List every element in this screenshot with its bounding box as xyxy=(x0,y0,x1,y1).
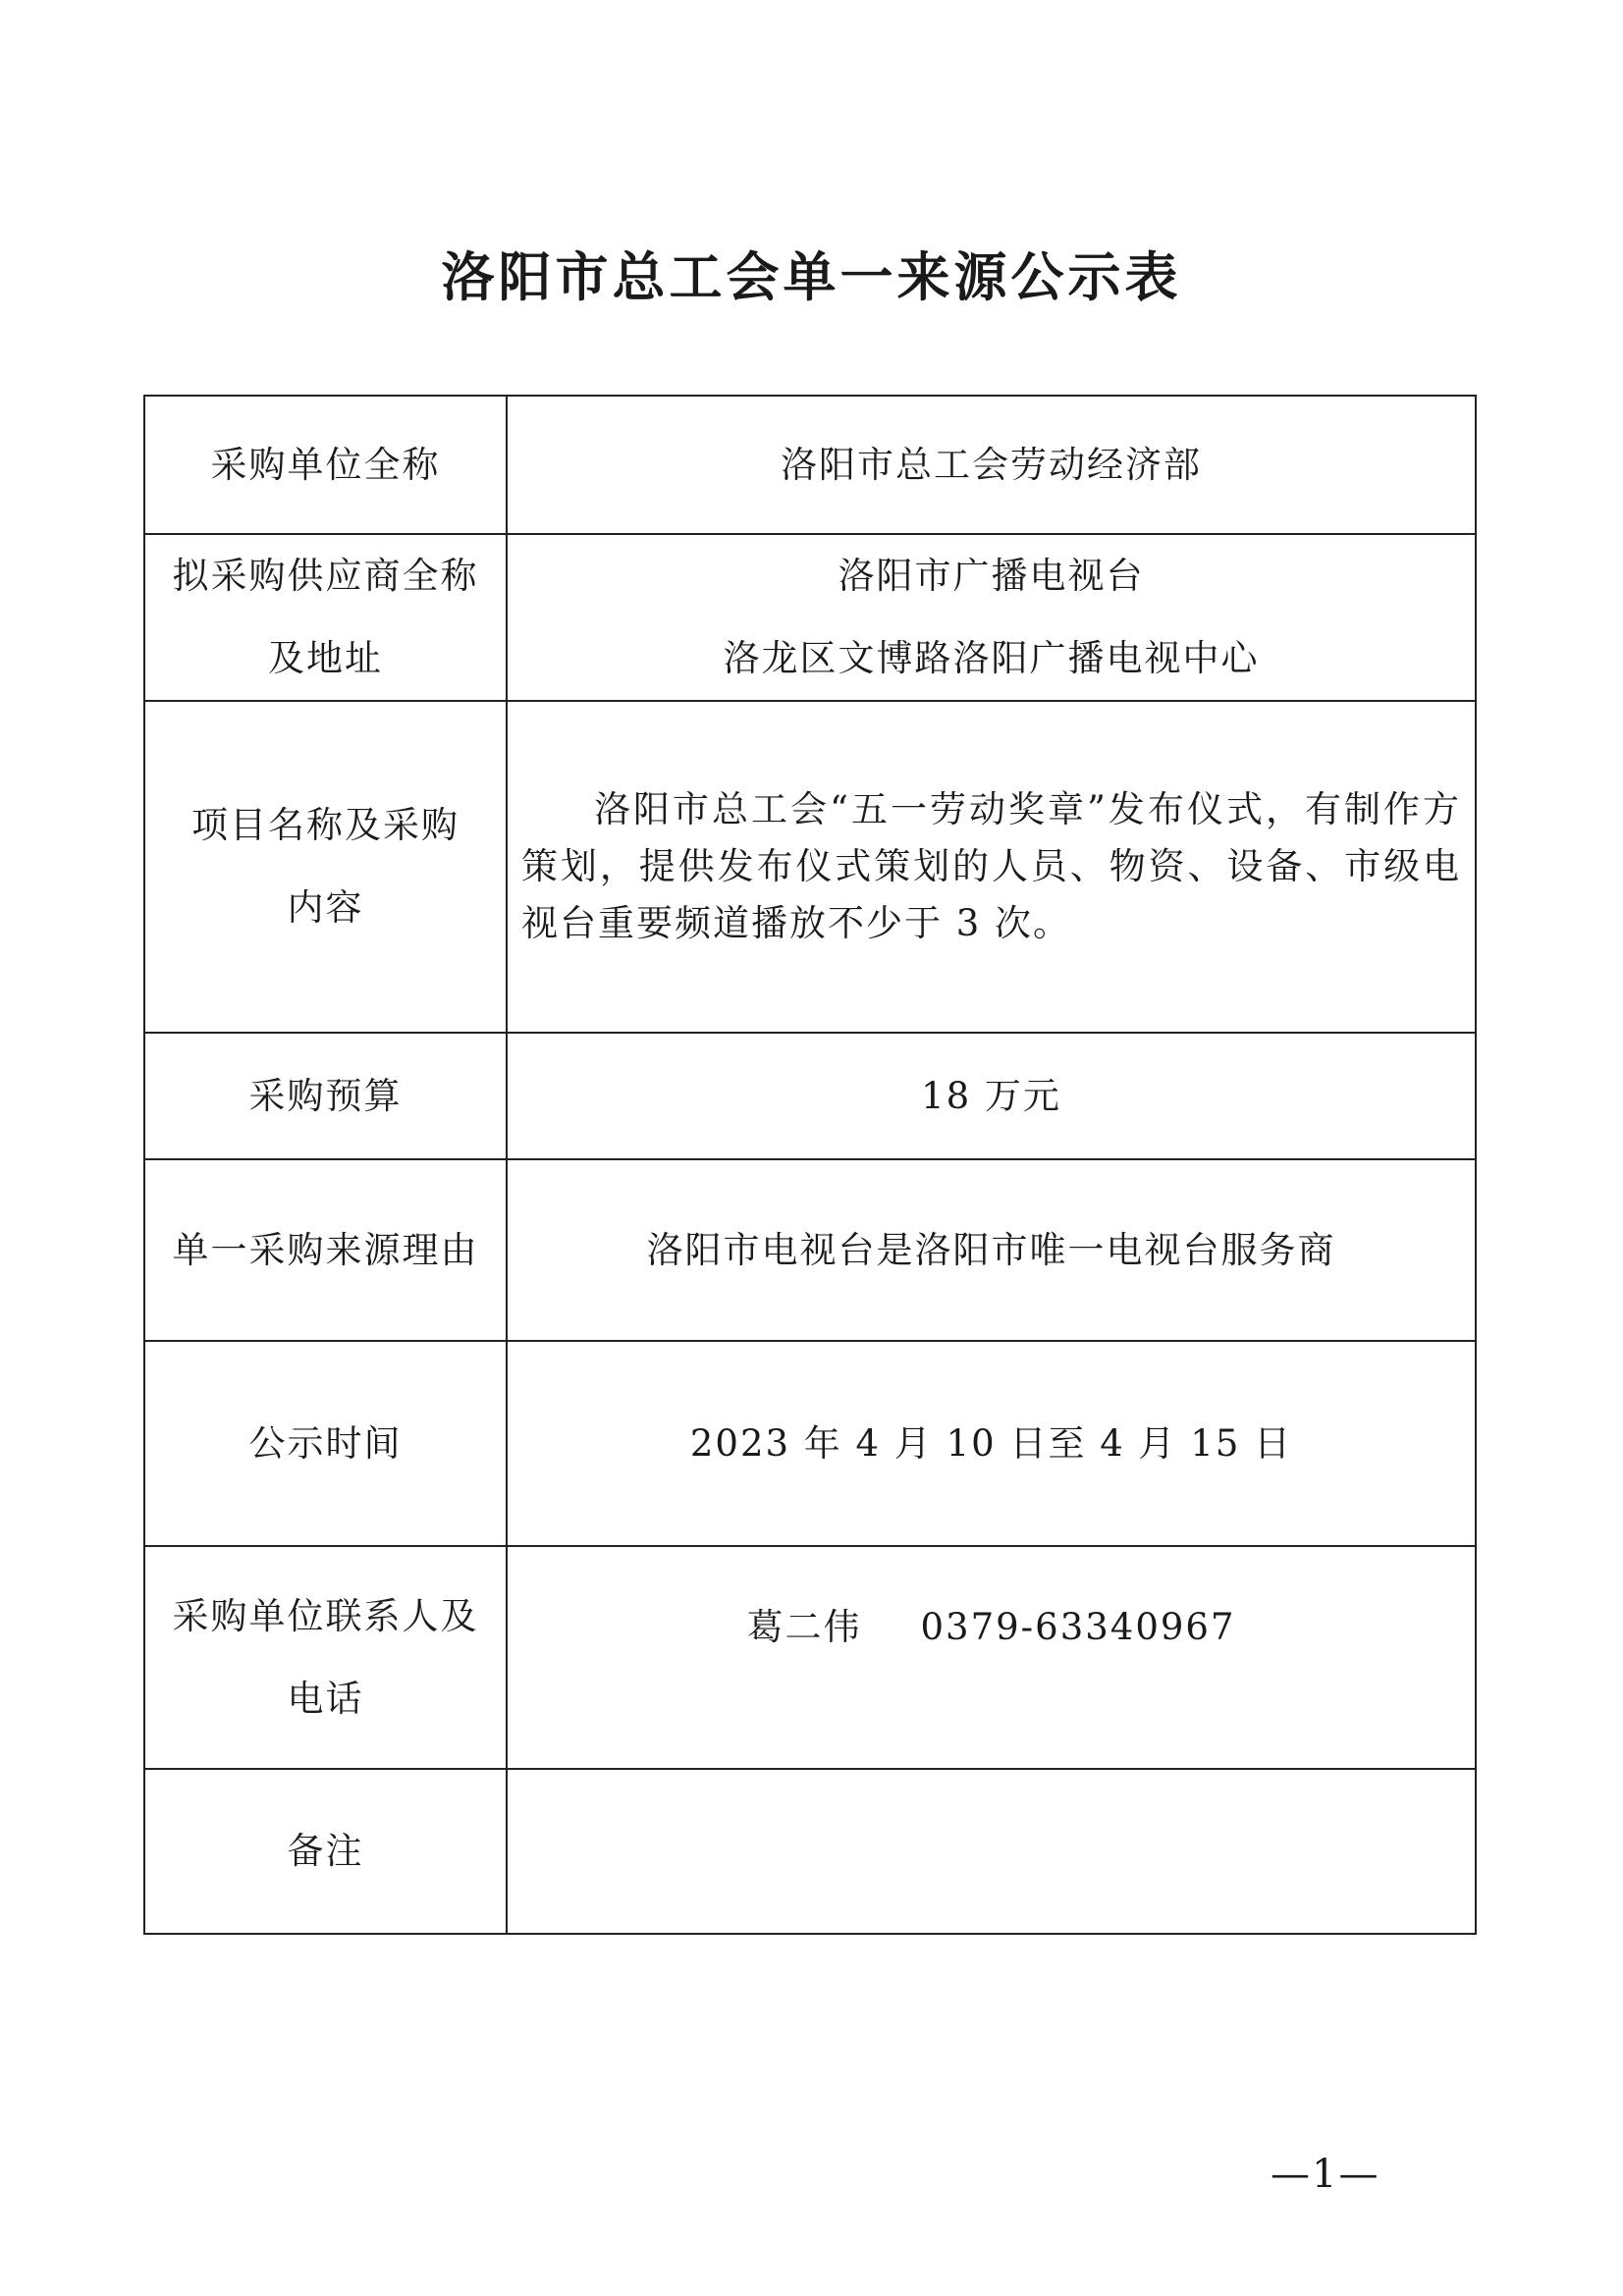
project-label-line2: 内容 xyxy=(287,886,364,929)
table-row-purchaser xyxy=(144,396,1476,534)
budget-value: 18 万元 xyxy=(507,1033,1476,1159)
supplier-label-line1: 拟采购供应商全称 xyxy=(172,555,479,597)
supplier-label-line2: 及地址 xyxy=(268,637,383,679)
supplier-value xyxy=(507,534,1476,701)
table-row-budget xyxy=(144,1033,1476,1159)
contact-value xyxy=(507,1546,1476,1769)
contact-label-line2: 电话 xyxy=(287,1677,364,1720)
purchaser-value: 洛阳市总工会劳动经济部 xyxy=(507,396,1476,534)
supplier-name: 洛阳市广播电视台 xyxy=(838,555,1145,597)
table-row-reason xyxy=(144,1159,1476,1341)
reason-label: 单一采购来源理由 xyxy=(144,1159,507,1341)
contact-phone: 0379-63340967 xyxy=(920,1606,1236,1648)
table-row-supplier xyxy=(144,534,1476,701)
reason-value: 洛阳市电视台是洛阳市唯一电视台服务商 xyxy=(507,1159,1476,1341)
table-row-period xyxy=(144,1341,1476,1546)
notice-table xyxy=(143,395,1477,1935)
project-value: 洛阳市总工会“五一劳动奖章”发布仪式，有制作方策划，提供发布仪式策划的人员、物资、设备、市级电视台重要频道播放不少于 3 次。 xyxy=(507,701,1476,1033)
page-number: —1— xyxy=(1271,2152,1380,2197)
period-label: 公示时间 xyxy=(144,1341,507,1546)
contact-label-line1: 采购单位联系人及 xyxy=(172,1594,479,1637)
project-label xyxy=(144,701,507,1033)
project-label-line1: 项目名称及采购 xyxy=(191,804,460,846)
table-row-project xyxy=(144,701,1476,1033)
contact-label xyxy=(144,1546,507,1769)
remarks-label: 备注 xyxy=(144,1769,507,1934)
purchaser-label: 采购单位全称 xyxy=(144,396,507,534)
contact-name: 葛二伟 xyxy=(746,1606,862,1648)
table-row-contact xyxy=(144,1546,1476,1769)
period-value: 2023 年 4 月 10 日至 4 月 15 日 xyxy=(507,1341,1476,1546)
remarks-value xyxy=(507,1769,1476,1934)
document-title: 洛阳市总工会单一来源公示表 xyxy=(441,245,1182,308)
supplier-label xyxy=(144,534,507,701)
table-row-remarks xyxy=(144,1769,1476,1934)
supplier-address: 洛龙区文博路洛阳广播电视中心 xyxy=(723,637,1260,679)
budget-label: 采购预算 xyxy=(144,1033,507,1159)
